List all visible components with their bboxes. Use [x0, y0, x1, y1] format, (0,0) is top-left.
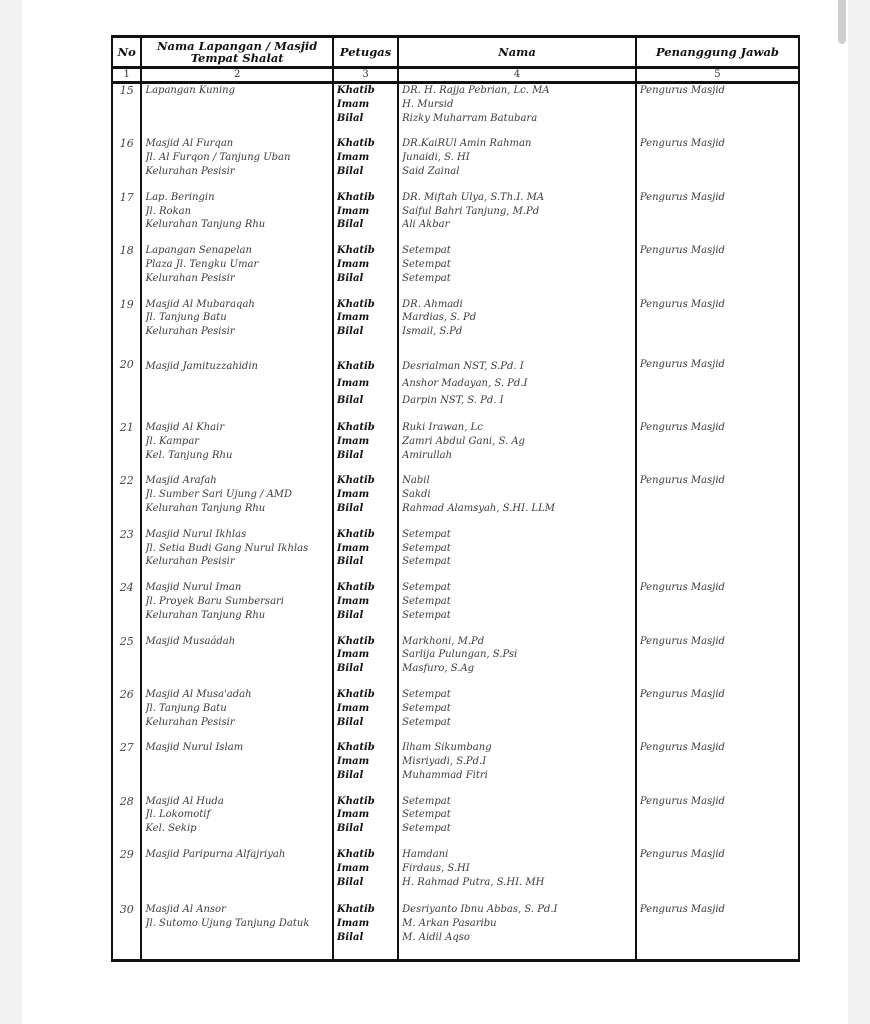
responsible-party: Pengurus Masjid: [639, 358, 725, 370]
place-line: Masjid Arafah: [145, 475, 217, 487]
place-cell: [141, 244, 332, 297]
name-cell: [398, 635, 636, 688]
role-cell: [333, 848, 398, 903]
role-cell: [333, 903, 398, 960]
table-body: [112, 83, 799, 961]
officer-name: Misriyadi, S.Pd.I: [402, 756, 487, 768]
officer-name: Ali Akbar: [402, 219, 450, 231]
header-no: No: [112, 37, 141, 68]
role-cell: [333, 421, 398, 474]
row-number-text: 15: [119, 84, 134, 97]
officer-name: Zamri Abdul Gani, S. Ag: [402, 435, 525, 447]
place-line: Kel. Tanjung Rhu: [145, 449, 233, 461]
row-number: [112, 635, 141, 688]
officer-name: Masfuro, S.Ag: [402, 663, 475, 675]
row-number: [112, 528, 141, 581]
officer-name: Setempat: [402, 609, 451, 621]
document-page: [22, 0, 848, 1024]
place-cell: [141, 741, 332, 794]
role-label: Bilal: [336, 502, 364, 514]
table-row: [112, 191, 799, 244]
place-line: Plaza Jl. Tengku Umar: [145, 258, 259, 270]
name-cell: [398, 474, 636, 527]
officer-name: Setempat: [402, 272, 451, 284]
row-number: [112, 474, 141, 527]
role-label: Khatib: [336, 138, 375, 150]
table-row: [112, 581, 799, 634]
row-number-text: 21: [119, 420, 134, 434]
place-line: Jl. Sutomo Ujung Tanjung Datuk: [145, 918, 310, 930]
responsible-party: Pengurus Masjid: [639, 138, 725, 150]
officer-name: Setempat: [402, 258, 451, 270]
officer-name: Junaidi, S. HI: [402, 152, 470, 164]
place-line: Masjid Al Ansor: [145, 904, 226, 916]
responsible-cell: [636, 358, 799, 421]
place-cell: [141, 635, 332, 688]
responsible-cell: [636, 298, 799, 358]
table-row: [112, 528, 799, 581]
place-line: Jl. Proyek Baru Sumbersari: [145, 595, 285, 607]
role-label: Imam: [336, 205, 370, 217]
role-cell: [333, 741, 398, 794]
column-number: 3: [333, 68, 398, 83]
officer-name: Desriyanto Ibnu Abbas, S. Pd.I: [402, 904, 558, 916]
officer-name: Setempat: [402, 809, 451, 821]
row-number: [112, 421, 141, 474]
role-cell: [333, 474, 398, 527]
role-cell: [333, 528, 398, 581]
responsible-party: Pengurus Masjid: [639, 742, 725, 754]
officer-name: Nabil: [402, 475, 430, 487]
name-cell: [398, 421, 636, 474]
responsible-cell: [636, 421, 799, 474]
name-cell: [398, 903, 636, 960]
place-line: Kelurahan Pesisir: [145, 556, 235, 568]
officer-name: DR. H. Rajja Pebrian, Lc. MA: [402, 85, 550, 96]
responsible-party: Pengurus Masjid: [639, 582, 725, 594]
table-row: [112, 688, 799, 741]
role-cell: [333, 298, 398, 358]
place-line: Jl. Sumber Sari Ujung / AMD: [145, 489, 293, 501]
place-cell: [141, 298, 332, 358]
responsible-party: Pengurus Masjid: [639, 245, 725, 257]
place-line: Lapangan Senapelan: [145, 245, 252, 257]
place-line: Jl. Al Furqon / Tanjung Uban: [145, 152, 291, 164]
place-line: Kel. Sekip: [145, 823, 197, 835]
row-number-text: 22: [119, 474, 134, 488]
officer-name: Setempat: [402, 716, 451, 728]
officer-name: M. Aidil Aqso: [402, 932, 470, 944]
place-line: Masjid Jamituzzahidin: [145, 360, 258, 372]
role-label: Imam: [336, 702, 370, 714]
responsible-cell: [636, 795, 799, 848]
place-cell: [141, 358, 332, 421]
responsible-cell: [636, 688, 799, 741]
officer-name: Saiful Bahri Tanjung, M.Pd: [402, 205, 540, 217]
officer-name: Setempat: [402, 528, 451, 540]
role-label: Bilal: [336, 876, 364, 888]
role-label: Bilal: [336, 394, 364, 406]
responsible-cell: [636, 848, 799, 903]
name-cell: [398, 298, 636, 358]
row-number: [112, 83, 141, 138]
header-penanggung-jawab: Penanggung Jawab: [636, 37, 799, 68]
place-cell: [141, 581, 332, 634]
place-line: Masjid Nurul Ikhlas: [145, 528, 247, 540]
name-cell: [398, 848, 636, 903]
responsible-party: Pengurus Masjid: [639, 475, 725, 487]
place-line: Kelurahan Pesisir: [145, 165, 235, 177]
officer-name: Rizky Muharram Batubara: [402, 112, 538, 124]
officer-name: Setempat: [402, 542, 451, 554]
row-number-text: 18: [119, 244, 134, 258]
role-label: Khatib: [336, 688, 375, 700]
role-label: Khatib: [336, 742, 375, 754]
name-cell: [398, 191, 636, 244]
table-row: [112, 298, 799, 358]
responsible-party: Pengurus Masjid: [639, 191, 725, 203]
row-number: [112, 581, 141, 634]
role-label: Bilal: [336, 769, 364, 781]
responsible-cell: [636, 83, 799, 138]
name-cell: [398, 741, 636, 794]
responsible-cell: [636, 244, 799, 297]
place-line: Masjid Musaádah: [145, 635, 236, 647]
role-label: Khatib: [336, 85, 375, 96]
officer-name: Anshor Madayan, S. Pd.I: [402, 377, 528, 389]
role-cell: [333, 581, 398, 634]
name-cell: [398, 581, 636, 634]
table-row: [112, 741, 799, 794]
place-cell: [141, 191, 332, 244]
role-label: Bilal: [336, 326, 364, 338]
officer-name: Markhoni, M.Pd: [402, 635, 485, 647]
place-line: Kelurahan Pesisir: [145, 716, 235, 728]
row-number-text: 20: [119, 357, 134, 371]
header-place: Nama Lapangan / Masjid Tempat Shalat: [141, 37, 332, 68]
role-cell: [333, 688, 398, 741]
officer-name: Muhammad Fitri: [402, 769, 488, 781]
row-number: [112, 688, 141, 741]
place-cell: [141, 903, 332, 960]
role-label: Bilal: [336, 449, 364, 461]
role-label: Imam: [336, 595, 370, 607]
column-number: 5: [636, 68, 799, 83]
table-row: [112, 421, 799, 474]
row-number-text: 25: [119, 634, 134, 648]
officer-name: Setempat: [402, 795, 451, 807]
officer-name: Setempat: [402, 595, 451, 607]
place-cell: [141, 848, 332, 903]
officer-name: Mardias, S. Pd: [402, 312, 477, 324]
role-label: Imam: [336, 258, 370, 270]
role-label: Imam: [336, 435, 370, 447]
row-number: [112, 358, 141, 421]
name-cell: [398, 528, 636, 581]
table-row: [112, 903, 799, 960]
officer-name: M. Arkan Pasaribu: [402, 918, 497, 930]
role-label: Khatib: [336, 360, 375, 372]
row-number: [112, 903, 141, 960]
name-cell: [398, 688, 636, 741]
responsible-party: Pengurus Masjid: [639, 688, 725, 700]
place-line: Kelurahan Pesisir: [145, 272, 235, 284]
place-cell: [141, 83, 332, 138]
role-label: Imam: [336, 542, 370, 554]
role-label: Khatib: [336, 475, 375, 487]
schedule-table: [111, 35, 800, 962]
place-cell: [141, 137, 332, 190]
place-cell: [141, 528, 332, 581]
responsible-cell: [636, 903, 799, 960]
place-line: Jl. Setia Budi Gang Nurul Ikhlas: [145, 542, 309, 554]
table-row: [112, 635, 799, 688]
name-cell: [398, 358, 636, 421]
place-cell: [141, 474, 332, 527]
column-number: 4: [398, 68, 636, 83]
role-label: Imam: [336, 862, 370, 874]
officer-name: Ismail, S.Pd: [402, 326, 463, 338]
responsible-party: Pengurus Masjid: [639, 849, 725, 861]
role-cell: [333, 191, 398, 244]
role-label: Bilal: [336, 932, 364, 944]
row-number: [112, 795, 141, 848]
officer-name: Desrialman NST, S.Pd. I: [402, 360, 524, 372]
place-line: Jl. Tanjung Batu: [145, 312, 227, 324]
responsible-party: Pengurus Masjid: [639, 421, 725, 433]
place-line: Kelurahan Tanjung Rhu: [145, 609, 266, 621]
officer-name: Ruki Irawan, Lc: [402, 421, 483, 433]
role-cell: [333, 83, 398, 138]
officer-name: Said Zainal: [402, 165, 460, 177]
row-number-text: 30: [119, 903, 134, 917]
name-cell: [398, 137, 636, 190]
role-label: Khatib: [336, 849, 375, 861]
role-label: Khatib: [336, 795, 375, 807]
officer-name: H. Mursid: [402, 98, 454, 110]
role-cell: [333, 635, 398, 688]
role-label: Imam: [336, 152, 370, 164]
row-number-text: 19: [119, 297, 134, 311]
responsible-cell: [636, 137, 799, 190]
role-label: Imam: [336, 312, 370, 324]
table-row: [112, 848, 799, 903]
row-number: [112, 848, 141, 903]
role-label: Bilal: [336, 716, 364, 728]
role-label: Khatib: [336, 298, 375, 310]
header-row: [112, 37, 799, 68]
role-label: Imam: [336, 918, 370, 930]
officer-name: Amirullah: [402, 449, 453, 461]
responsible-cell: [636, 581, 799, 634]
officer-name: Rahmad Alamsyah, S.HI. LLM: [402, 502, 555, 514]
name-cell: [398, 244, 636, 297]
responsible-cell: [636, 191, 799, 244]
officer-name: Setempat: [402, 823, 451, 835]
officer-name: Setempat: [402, 582, 451, 594]
header-nama: Nama: [398, 37, 636, 68]
place-line: Lap. Beringin: [145, 191, 215, 203]
place-line: Masjid Nurul Iman: [145, 582, 242, 594]
officer-name: Hamdani: [402, 849, 449, 861]
role-label: Khatib: [336, 421, 375, 433]
row-number-text: 27: [119, 741, 134, 755]
role-label: Imam: [336, 489, 370, 501]
role-label: Imam: [336, 649, 370, 661]
row-number: [112, 298, 141, 358]
table-row: [112, 244, 799, 297]
place-line: Masjid Al Mubaraqah: [145, 298, 255, 310]
place-line: Lapangan Kuning: [145, 85, 236, 96]
officer-name: Ilham Sikumbang: [402, 742, 492, 754]
officer-name: Firdaus, S.HI: [402, 862, 470, 874]
table-row: [112, 358, 799, 421]
role-label: Khatib: [336, 904, 375, 916]
role-cell: [333, 137, 398, 190]
officer-name: H. Rahmad Putra, S.HI. MH: [402, 876, 545, 888]
role-label: Bilal: [336, 272, 364, 284]
role-label: Bilal: [336, 609, 364, 621]
role-label: Imam: [336, 377, 370, 389]
responsible-party: Pengurus Masjid: [639, 635, 725, 647]
responsible-cell: [636, 635, 799, 688]
column-number: 1: [112, 68, 141, 83]
responsible-cell: [636, 741, 799, 794]
officer-name: Setempat: [402, 245, 451, 257]
role-label: Bilal: [336, 112, 364, 124]
row-number-text: 17: [119, 190, 134, 204]
officer-name: DR. Ahmadi: [402, 298, 463, 310]
place-cell: [141, 688, 332, 741]
role-label: Bilal: [336, 663, 364, 675]
responsible-party: Pengurus Masjid: [639, 904, 725, 916]
column-number: 2: [141, 68, 332, 83]
role-cell: [333, 358, 398, 421]
role-label: Bilal: [336, 823, 364, 835]
role-label: Bilal: [336, 556, 364, 568]
row-number-text: 23: [119, 527, 134, 541]
place-line: Masjid Al Furqan: [145, 138, 234, 150]
place-line: Jl. Tanjung Batu: [145, 702, 227, 714]
scrollbar-thumb[interactable]: [838, 0, 846, 44]
officer-name: DR.KaiRUl Amin Rahman: [402, 138, 532, 150]
place-cell: [141, 795, 332, 848]
officer-name: Setempat: [402, 702, 451, 714]
responsible-party: Pengurus Masjid: [639, 85, 725, 96]
role-label: Khatib: [336, 528, 375, 540]
table-row: [112, 137, 799, 190]
role-cell: [333, 244, 398, 297]
role-label: Khatib: [336, 635, 375, 647]
row-number: [112, 137, 141, 190]
officer-name: DR. Miftah Ulya, S.Th.I. MA: [402, 191, 545, 203]
row-number-text: 28: [119, 794, 134, 808]
role-label: Imam: [336, 98, 370, 110]
officer-name: Darpin NST, S. Pd. I: [402, 394, 504, 406]
responsible-party: Pengurus Masjid: [639, 298, 725, 310]
row-number-text: 26: [119, 687, 134, 701]
place-line: Kelurahan Pesisir: [145, 326, 235, 338]
header-petugas: Petugas: [333, 37, 398, 68]
responsible-party: Pengurus Masjid: [639, 795, 725, 807]
place-line: Masjid Nurul Islam: [145, 742, 244, 754]
role-label: Imam: [336, 809, 370, 821]
name-cell: [398, 83, 636, 138]
place-line: Jl. Lokomotif: [145, 809, 211, 821]
place-cell: [141, 421, 332, 474]
row-number-text: 24: [119, 581, 134, 595]
row-number: [112, 191, 141, 244]
responsible-cell: [636, 474, 799, 527]
row-number-text: 29: [119, 848, 134, 862]
place-line: Jl. Rokan: [145, 205, 192, 217]
place-line: Masjid Al Huda: [145, 795, 224, 807]
role-label: Bilal: [336, 219, 364, 231]
officer-name: Setempat: [402, 688, 451, 700]
place-line: Kelurahan Tanjung Rhu: [145, 219, 266, 231]
place-line: Masjid Paripurna Alfajriyah: [145, 849, 286, 861]
place-line: Masjid Al Musa'adah: [145, 688, 252, 700]
role-label: Khatib: [336, 582, 375, 594]
role-cell: [333, 795, 398, 848]
name-cell: [398, 795, 636, 848]
place-line: Masjid Al Khair: [145, 421, 225, 433]
role-label: Imam: [336, 756, 370, 768]
responsible-cell: [636, 528, 799, 581]
table-row: [112, 83, 799, 138]
role-label: Bilal: [336, 165, 364, 177]
row-number: [112, 244, 141, 297]
officer-name: Sarlija Pulungan, S.Psi: [402, 649, 518, 661]
table-row: [112, 795, 799, 848]
role-label: Khatib: [336, 191, 375, 203]
officer-name: Sakdi: [402, 489, 431, 501]
row-number: [112, 741, 141, 794]
table-row: [112, 474, 799, 527]
role-label: Khatib: [336, 245, 375, 257]
officer-name: Setempat: [402, 556, 451, 568]
place-line: Jl. Kampar: [145, 435, 200, 447]
row-number-text: 16: [119, 137, 134, 151]
place-line: Kelurahan Tanjung Rhu: [145, 502, 266, 514]
column-number-row: [112, 68, 799, 83]
